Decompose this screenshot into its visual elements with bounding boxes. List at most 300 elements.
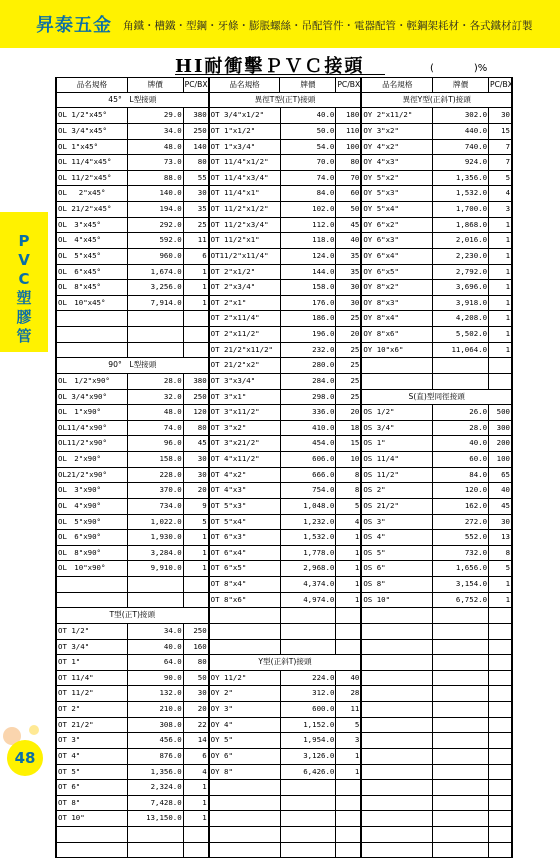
section-title: Y型(正斜T)接頭	[208, 655, 361, 670]
table-row	[55, 593, 513, 609]
item-spec: OT 3"x3/4"	[208, 374, 280, 389]
table-row	[55, 374, 513, 390]
item-pcbx: 250	[183, 390, 208, 405]
item-price	[432, 811, 488, 826]
item-price: 26.0	[432, 405, 488, 420]
item-pcbx: 5	[488, 171, 513, 186]
item-price: 4,208.0	[432, 311, 488, 326]
item-pcbx: 140	[183, 140, 208, 155]
item-price	[280, 827, 336, 842]
item-pcbx	[488, 686, 513, 701]
page-title: HI耐衝擊ＰＶＣ接頭	[175, 56, 365, 77]
item-pcbx: 9	[183, 499, 208, 514]
item-price: 32.0	[127, 390, 183, 405]
item-spec: OT 6"x4"	[208, 546, 280, 561]
item-price: 158.0	[127, 452, 183, 467]
item-pcbx	[488, 718, 513, 733]
item-price: 48.0	[127, 140, 183, 155]
item-price: 84.0	[280, 186, 336, 201]
item-pcbx	[183, 593, 208, 608]
item-spec	[208, 640, 280, 655]
col-header-pcbx: PC/BX	[183, 78, 208, 92]
item-price: 6,426.0	[280, 765, 336, 780]
item-pcbx: 1	[488, 577, 513, 592]
item-price: 228.0	[127, 468, 183, 483]
item-spec	[360, 640, 432, 655]
item-spec: OT 3"	[55, 733, 127, 748]
item-pcbx	[488, 843, 513, 858]
item-spec	[55, 593, 127, 608]
item-spec: OL 3"x45°	[55, 218, 127, 233]
item-spec	[360, 765, 432, 780]
item-spec: OY 5"	[208, 733, 280, 748]
item-price: 732.0	[432, 546, 488, 561]
item-spec: OT 11/4"x1"	[208, 186, 280, 201]
item-pcbx: 4	[488, 186, 513, 201]
item-price: 186.0	[280, 311, 336, 326]
item-price: 3,284.0	[127, 546, 183, 561]
item-price: 1,700.0	[432, 202, 488, 217]
item-spec	[360, 811, 432, 826]
item-spec: OT 4"x11/2"	[208, 452, 280, 467]
item-pcbx: 3	[488, 202, 513, 217]
item-pcbx	[488, 827, 513, 842]
item-price: 1,532.0	[280, 530, 336, 545]
item-price	[432, 827, 488, 842]
item-pcbx: 100	[488, 452, 513, 467]
item-price: 5,502.0	[432, 327, 488, 342]
item-pcbx: 7	[488, 140, 513, 155]
item-price	[280, 608, 336, 623]
brand-name: 昇泰五金	[36, 15, 112, 36]
item-price: 13,150.0	[127, 811, 183, 826]
item-price: 124.0	[280, 249, 336, 264]
item-price: 40.0	[280, 108, 336, 123]
item-price: 118.0	[280, 233, 336, 248]
table-row	[55, 280, 513, 296]
item-price	[432, 671, 488, 686]
item-spec: OT 5"x4"	[208, 515, 280, 530]
item-spec: OS 11/4"	[360, 452, 432, 467]
item-pcbx: 1	[183, 780, 208, 795]
item-price: 3,918.0	[432, 296, 488, 311]
item-pcbx: 1	[488, 327, 513, 342]
item-pcbx: 22	[183, 718, 208, 733]
item-price	[280, 796, 336, 811]
table-row	[55, 452, 513, 468]
item-price	[432, 780, 488, 795]
item-spec	[360, 796, 432, 811]
item-spec: OT 11/2"x1/2"	[208, 202, 280, 217]
item-price: 1,356.0	[432, 171, 488, 186]
item-price	[432, 358, 488, 373]
item-price: 40.0	[127, 640, 183, 655]
item-spec: OY 6"x4"	[360, 249, 432, 264]
item-spec	[208, 811, 280, 826]
item-pcbx	[488, 749, 513, 764]
item-spec: OY 8"x4"	[360, 311, 432, 326]
item-pcbx: 50	[335, 202, 360, 217]
item-pcbx	[488, 811, 513, 826]
item-spec: OT 8"	[55, 796, 127, 811]
item-spec: OL21/2"x90°	[55, 468, 127, 483]
item-price: 11,064.0	[432, 343, 488, 358]
item-spec	[360, 671, 432, 686]
item-price: 34.0	[127, 624, 183, 639]
item-price: 924.0	[432, 155, 488, 170]
item-pcbx	[335, 796, 360, 811]
item-spec: OL 1/2"x45°	[55, 108, 127, 123]
table-row	[55, 702, 513, 718]
item-spec: OT 4"x3"	[208, 483, 280, 498]
item-price: 140.0	[127, 186, 183, 201]
item-spec: OT 4"x2"	[208, 468, 280, 483]
item-pcbx: 25	[183, 218, 208, 233]
item-spec: OY 2"	[208, 686, 280, 701]
item-price: 158.0	[280, 280, 336, 295]
item-pcbx: 1	[488, 265, 513, 280]
item-pcbx: 35	[183, 202, 208, 217]
item-price	[432, 718, 488, 733]
item-price: 2,016.0	[432, 233, 488, 248]
item-spec: OY 6"x3"	[360, 233, 432, 248]
item-pcbx	[335, 780, 360, 795]
item-pcbx: 6	[183, 749, 208, 764]
item-pcbx: 1	[335, 530, 360, 545]
item-spec: OT 3"x11/2"	[208, 405, 280, 420]
item-price: 3,154.0	[432, 577, 488, 592]
item-pcbx: 20	[335, 405, 360, 420]
item-pcbx: 8	[488, 546, 513, 561]
item-price: 120.0	[432, 483, 488, 498]
item-pcbx: 30	[488, 515, 513, 530]
item-spec: OL 5"x45°	[55, 249, 127, 264]
item-spec: OY 10"x6"	[360, 343, 432, 358]
item-price: 196.0	[280, 327, 336, 342]
header-bar	[0, 0, 560, 48]
item-price: 90.0	[127, 671, 183, 686]
item-price	[127, 593, 183, 608]
item-price	[280, 843, 336, 858]
item-pcbx: 80	[183, 155, 208, 170]
item-pcbx	[488, 608, 513, 623]
item-pcbx: 65	[488, 468, 513, 483]
item-pcbx: 8	[335, 468, 360, 483]
item-price: 9,910.0	[127, 561, 183, 576]
item-pcbx: 30	[335, 296, 360, 311]
item-spec: OL 3"x90°	[55, 483, 127, 498]
item-spec: OS 3/4"	[360, 421, 432, 436]
item-price: 876.0	[127, 749, 183, 764]
item-pcbx: 1	[488, 296, 513, 311]
col-header-price: 牌價	[279, 78, 335, 92]
item-pcbx	[488, 671, 513, 686]
item-pcbx	[335, 624, 360, 639]
item-spec: OT 11/2"	[55, 686, 127, 701]
item-spec: OS 1"	[360, 436, 432, 451]
table-row	[55, 640, 513, 656]
item-spec	[208, 608, 280, 623]
item-price: 2,230.0	[432, 249, 488, 264]
item-spec	[55, 577, 127, 592]
item-price: 224.0	[280, 671, 336, 686]
item-price: 40.0	[432, 436, 488, 451]
table-row	[55, 155, 513, 171]
item-spec	[360, 624, 432, 639]
item-pcbx: 25	[335, 374, 360, 389]
item-pcbx: 60	[335, 186, 360, 201]
item-spec: OY 4"x3"	[360, 155, 432, 170]
item-pcbx	[335, 843, 360, 858]
item-price	[432, 608, 488, 623]
item-price	[432, 655, 488, 670]
section-title: 45° L型接頭	[55, 93, 208, 108]
table-row	[55, 358, 513, 374]
item-pcbx: 1	[183, 561, 208, 576]
item-price: 370.0	[127, 483, 183, 498]
item-spec: OT 11/4"	[55, 671, 127, 686]
item-pcbx: 25	[335, 390, 360, 405]
item-spec: OY 4"	[208, 718, 280, 733]
item-pcbx: 1	[488, 218, 513, 233]
item-pcbx	[488, 765, 513, 780]
item-pcbx: 1	[183, 811, 208, 826]
item-price	[432, 374, 488, 389]
item-price: 454.0	[280, 436, 336, 451]
price-table	[55, 77, 513, 858]
item-spec: OT 3/4"x1/2"	[208, 108, 280, 123]
item-pcbx	[488, 655, 513, 670]
item-spec: OT 1"x3/4"	[208, 140, 280, 155]
table-row	[55, 390, 513, 406]
item-spec: OL 21/2"x45°	[55, 202, 127, 217]
item-pcbx: 1	[488, 593, 513, 608]
item-price: 1,232.0	[280, 515, 336, 530]
item-spec: OL 6"x45°	[55, 265, 127, 280]
item-spec: OT 1"	[55, 655, 127, 670]
item-price: 280.0	[280, 358, 336, 373]
table-row	[55, 671, 513, 687]
item-pcbx	[183, 843, 208, 858]
item-price	[432, 796, 488, 811]
item-pcbx: 28	[335, 686, 360, 701]
item-spec: OY 11/2"	[208, 671, 280, 686]
item-price: 754.0	[280, 483, 336, 498]
item-spec: OT 2"x11/4"	[208, 311, 280, 326]
section-title: 異徑T型(正T)接頭	[208, 93, 361, 108]
item-pcbx	[335, 608, 360, 623]
item-spec: OT 6"	[55, 780, 127, 795]
item-spec: OT 21/2"x2"	[208, 358, 280, 373]
table-row	[55, 811, 513, 827]
col-header-pcbx: PC/BX	[335, 78, 360, 92]
item-price: 7,914.0	[127, 296, 183, 311]
item-spec: OT 8"x6"	[208, 593, 280, 608]
item-pcbx	[488, 702, 513, 717]
table-row	[55, 421, 513, 437]
item-price	[280, 624, 336, 639]
item-price: 144.0	[280, 265, 336, 280]
item-price: 1,022.0	[127, 515, 183, 530]
item-pcbx: 250	[183, 124, 208, 139]
item-pcbx: 1	[488, 280, 513, 295]
item-spec	[55, 311, 127, 326]
item-spec: OT 1"x1/2"	[208, 124, 280, 139]
table-row	[55, 108, 513, 124]
item-spec: OY 3"x2"	[360, 124, 432, 139]
item-pcbx: 30	[183, 468, 208, 483]
item-price: 2,324.0	[127, 780, 183, 795]
section-title: S(直)型同徑接頭	[360, 390, 513, 405]
item-pcbx	[488, 796, 513, 811]
item-spec: OT 3"x1"	[208, 390, 280, 405]
item-pcbx: 1	[335, 593, 360, 608]
item-price: 284.0	[280, 374, 336, 389]
item-spec: OL 2"x90°	[55, 452, 127, 467]
item-pcbx: 30	[488, 108, 513, 123]
item-pcbx: 35	[335, 249, 360, 264]
col-header-price: 牌價	[432, 78, 488, 92]
item-spec: OT 11/4"x1/2"	[208, 155, 280, 170]
item-price	[280, 640, 336, 655]
item-price: 1,954.0	[280, 733, 336, 748]
item-price: 1,356.0	[127, 765, 183, 780]
item-pcbx: 80	[183, 421, 208, 436]
item-spec	[208, 780, 280, 795]
item-price: 740.0	[432, 140, 488, 155]
item-price: 336.0	[280, 405, 336, 420]
item-pcbx: 1	[488, 311, 513, 326]
section-title: 90° L型接頭	[55, 358, 208, 373]
table-row	[55, 796, 513, 812]
item-pcbx: 40	[335, 233, 360, 248]
item-price	[127, 577, 183, 592]
item-pcbx: 11	[335, 702, 360, 717]
item-price: 552.0	[432, 530, 488, 545]
col-header-name: 品名規格	[208, 78, 280, 92]
item-price: 292.0	[127, 218, 183, 233]
item-pcbx: 15	[335, 436, 360, 451]
item-pcbx: 1	[183, 280, 208, 295]
item-price: 210.0	[127, 702, 183, 717]
item-price: 2,968.0	[280, 561, 336, 576]
item-pcbx: 40	[335, 671, 360, 686]
item-pcbx: 1	[183, 296, 208, 311]
item-price	[127, 343, 183, 358]
item-price: 1,674.0	[127, 265, 183, 280]
item-spec: OT 11/2"x3/4"	[208, 218, 280, 233]
item-pcbx: 380	[183, 374, 208, 389]
item-price: 50.0	[280, 124, 336, 139]
table-row	[55, 296, 513, 312]
item-price: 73.0	[127, 155, 183, 170]
item-spec: OL11/2"x90°	[55, 436, 127, 451]
item-price: 1,930.0	[127, 530, 183, 545]
table-row	[55, 124, 513, 140]
item-spec	[360, 749, 432, 764]
item-spec: OT 2"	[55, 702, 127, 717]
table-row	[55, 186, 513, 202]
table-row	[55, 499, 513, 515]
table-row	[55, 311, 513, 327]
item-pcbx: 45	[335, 218, 360, 233]
item-pcbx: 5	[183, 515, 208, 530]
item-pcbx: 30	[183, 186, 208, 201]
item-pcbx: 18	[335, 421, 360, 436]
item-price: 3,696.0	[432, 280, 488, 295]
item-price: 28.0	[432, 421, 488, 436]
item-spec: OY 6"x2"	[360, 218, 432, 233]
item-spec	[55, 827, 127, 842]
item-pcbx: 20	[183, 702, 208, 717]
item-pcbx: 1	[335, 546, 360, 561]
table-row	[55, 515, 513, 531]
item-price	[127, 311, 183, 326]
item-price	[127, 843, 183, 858]
item-pcbx	[183, 343, 208, 358]
item-pcbx: 250	[183, 624, 208, 639]
item-price	[432, 765, 488, 780]
item-price	[432, 749, 488, 764]
item-spec: OT 3"x21/2"	[208, 436, 280, 451]
item-pcbx: 15	[488, 124, 513, 139]
item-pcbx: 8	[335, 483, 360, 498]
item-price: 1,868.0	[432, 218, 488, 233]
item-pcbx	[488, 780, 513, 795]
table-row	[55, 749, 513, 765]
item-price: 29.0	[127, 108, 183, 123]
col-header-name: 品名規格	[55, 78, 127, 92]
item-spec: OY 8"	[208, 765, 280, 780]
item-spec: OT 11/2"x1"	[208, 233, 280, 248]
item-spec: OT 2"x1/2"	[208, 265, 280, 280]
item-pcbx: 80	[335, 155, 360, 170]
table-row	[55, 561, 513, 577]
item-spec: OL 11/2"x45°	[55, 171, 127, 186]
item-pcbx	[335, 827, 360, 842]
table-row	[55, 608, 513, 624]
item-pcbx: 25	[335, 343, 360, 358]
item-pcbx: 4	[335, 515, 360, 530]
item-spec: OT 21/2"	[55, 718, 127, 733]
item-pcbx: 300	[488, 421, 513, 436]
item-spec: OT 2"x3/4"	[208, 280, 280, 295]
side-tab	[0, 212, 48, 352]
item-pcbx: 110	[335, 124, 360, 139]
table-row	[55, 765, 513, 781]
item-price: 410.0	[280, 421, 336, 436]
item-price	[280, 780, 336, 795]
item-spec	[360, 733, 432, 748]
item-pcbx: 5	[335, 499, 360, 514]
table-row	[55, 405, 513, 421]
table-row	[55, 483, 513, 499]
item-pcbx: 45	[488, 499, 513, 514]
item-price: 1,778.0	[280, 546, 336, 561]
item-price: 132.0	[127, 686, 183, 701]
item-spec: OL 5"x90°	[55, 515, 127, 530]
item-price: 3,126.0	[280, 749, 336, 764]
item-pcbx	[183, 827, 208, 842]
item-price	[432, 624, 488, 639]
table-row	[55, 327, 513, 343]
item-price: 3,256.0	[127, 280, 183, 295]
item-spec: OT11/2"x11/4"	[208, 249, 280, 264]
table-row	[55, 686, 513, 702]
item-pcbx: 30	[335, 280, 360, 295]
item-pcbx: 35	[335, 265, 360, 280]
item-price	[432, 686, 488, 701]
